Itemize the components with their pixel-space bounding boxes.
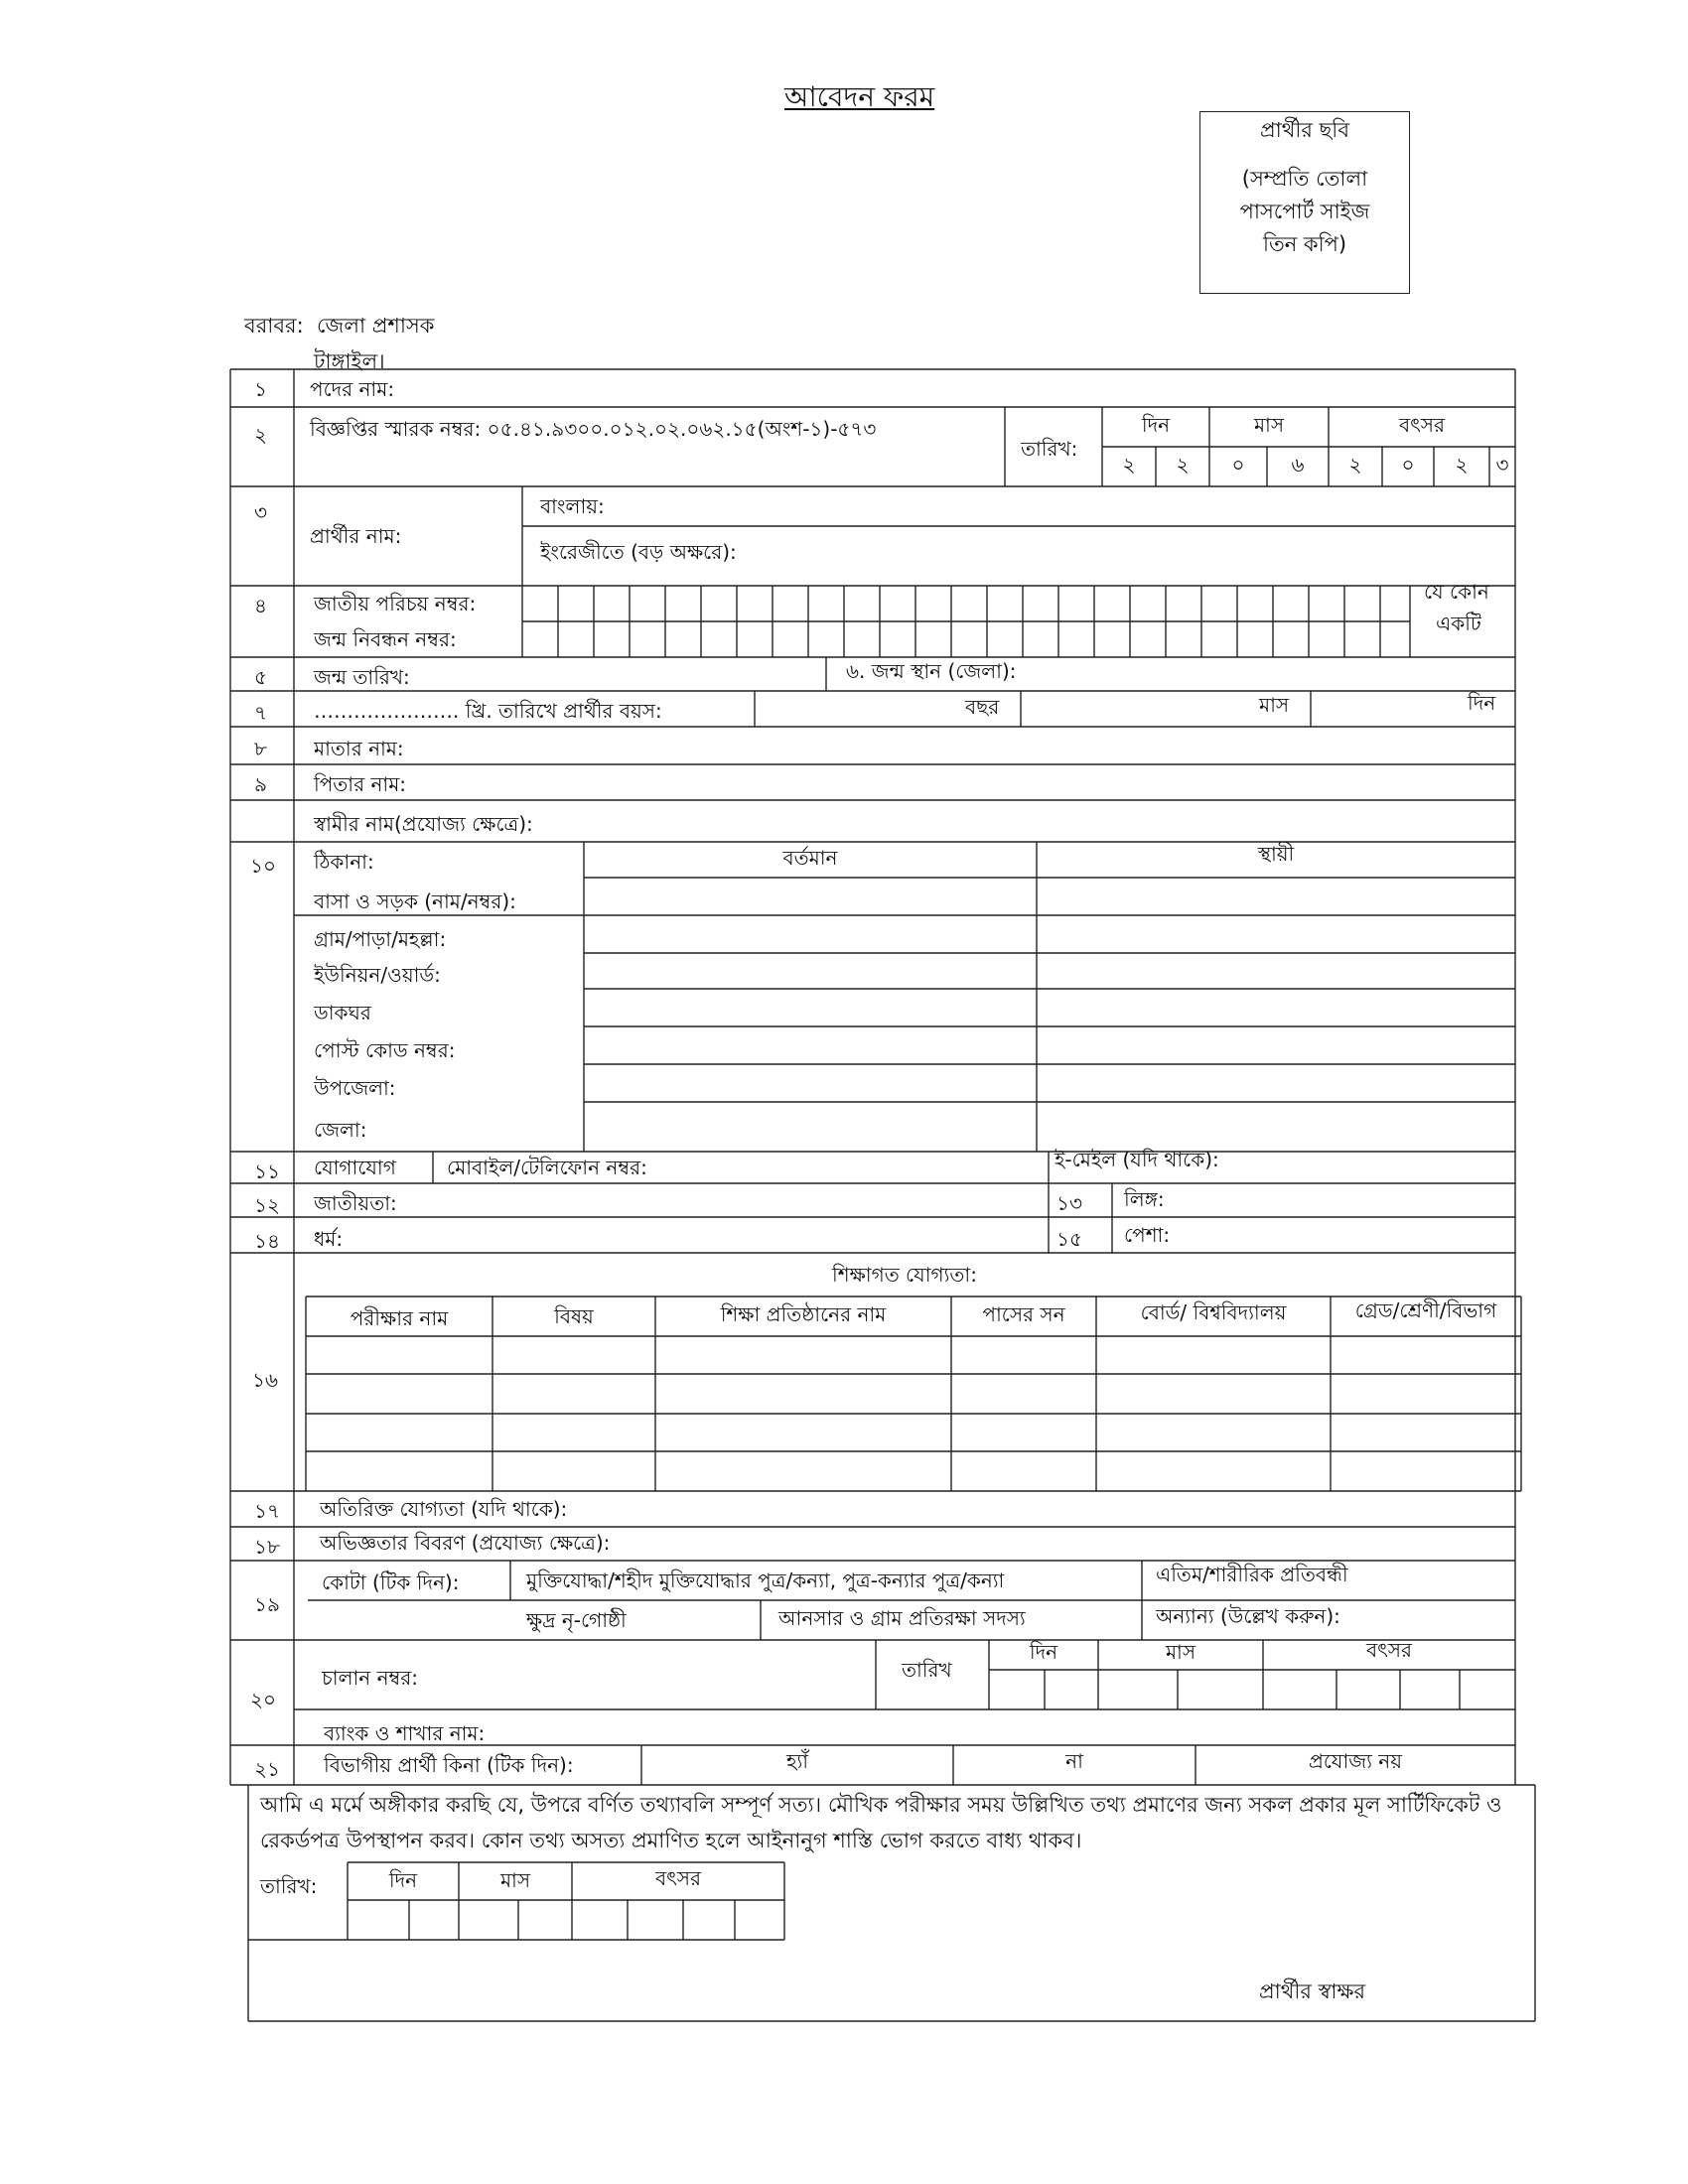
- address-field-label: গ্রাম/পাড়া/মহল্লা:: [314, 927, 447, 951]
- quota-label: কোটা (টিক দিন):: [322, 1570, 460, 1594]
- quota-freedom-fighter[interactable]: মুক্তিযোদ্ধা/শহীদ মুক্তিযোদ্ধার পুত্র/কন্যা, পুত্র-কন্যার পুত্র/কন্যা: [526, 1569, 1005, 1592]
- option-no[interactable]: না: [1065, 1749, 1083, 1773]
- any-one-note: একটি: [1436, 612, 1481, 635]
- gender-label: লিঙ্গ:: [1124, 1187, 1165, 1211]
- recipient-name: জেলা প্রশাসক: [317, 314, 435, 338]
- father-name-label: পিতার নাম:: [314, 772, 407, 796]
- form-title: আবেদন ফরম: [784, 80, 935, 113]
- address-field-label: জেলা:: [314, 1118, 367, 1142]
- quota-orphan-disabled[interactable]: এতিম/শারীরিক প্রতিবন্ধী: [1156, 1563, 1348, 1586]
- month-header: মাস: [499, 1868, 531, 1892]
- occupation-label: পেশা:: [1124, 1223, 1171, 1247]
- age-label: …………………. খ্রি. তারিখে প্রার্থীর বয়স:: [314, 699, 662, 723]
- photo-box-title: প্রার্থীর ছবি: [1259, 118, 1350, 142]
- religion-label: ধর্ম:: [314, 1227, 344, 1251]
- education-header: বিষয়: [554, 1304, 594, 1328]
- date-digit: ০: [1231, 453, 1245, 477]
- husband-name-label: স্বামীর নাম(প্রযোজ্য ক্ষেত্রে):: [314, 812, 533, 836]
- address-field-label: বাসা ও সড়ক (নাম/নম্বর):: [314, 889, 516, 913]
- row-number: ৪: [254, 594, 267, 617]
- row-number: ১৭: [254, 1499, 280, 1523]
- signature-label: প্রার্থীর স্বাক্ষর: [1259, 1979, 1366, 2003]
- option-yes[interactable]: হ্যাঁ: [785, 1749, 809, 1773]
- row-number: ৮: [254, 737, 267, 760]
- option-not-applicable[interactable]: প্রযোজ্য নয়: [1308, 1749, 1403, 1773]
- education-header: পাসের সন: [982, 1302, 1065, 1326]
- age-day-label: দিন: [1468, 691, 1496, 715]
- memo-number-label: বিজ্ঞপ্তির স্মারক নম্বর: ০৫.৪১.৯৩০০.০১২.০২.০৬২.১৫(অংশ-১)-৫৭৩: [310, 417, 877, 441]
- year-header: বৎসর: [1365, 1638, 1413, 1662]
- phone-label: মোবাইল/টেলিফোন নম্বর:: [447, 1156, 647, 1179]
- row-number: ৫: [254, 665, 267, 689]
- row-number: ১৯: [254, 1592, 280, 1616]
- day-header: দিন: [1141, 413, 1171, 437]
- row-number: ১৬: [252, 1368, 278, 1392]
- row-number: ৩: [254, 500, 268, 524]
- nationality-label: জাতীয়তা:: [314, 1191, 397, 1215]
- row-number: ২০: [250, 1688, 277, 1711]
- date-digit: ৩: [1495, 453, 1509, 477]
- address-field-label: পোস্ট কোড নম্বর:: [314, 1038, 456, 1062]
- declaration-text: আমি এ মর্মে অঙ্গীকার করছি যে, উপরে বর্ণিত তথ্যাবলি সম্পূর্ণ সত্য। মৌখিক পরীক্ষার সময় উল্লিখিত তথ্য প্রমাণের জন্য সকল প্রকার মূল সার্টিফিকেট ও রেকর্ডপত্র উপস্থাপন করব। কোন তথ্য অসত্য প্রমাণিত হলে আইনানুগ শাস্তি ভোগ করতে বাধ্য থাকব।: [260, 1793, 1502, 1852]
- candidate-name-label: প্রার্থীর নাম:: [310, 524, 402, 548]
- post-name-label: পদের নাম:: [310, 377, 395, 401]
- date-digit: ২: [1455, 453, 1469, 477]
- month-header: মাস: [1165, 1640, 1196, 1664]
- email-label: ই-মেইল (যদি থাকে):: [1055, 1148, 1219, 1171]
- recipient-to: বরাবর: জেলা প্রশাসক: [244, 314, 435, 338]
- date-digit: ২: [1122, 453, 1136, 477]
- any-one-note: যে কোন: [1424, 580, 1489, 604]
- memo-date-label: তারিখ:: [1021, 437, 1078, 461]
- age-year-label: বছর: [965, 695, 1000, 719]
- address-label: ঠিকানা:: [314, 850, 374, 874]
- year-header: বৎসর: [1398, 413, 1446, 437]
- row-number: ১৪: [254, 1229, 280, 1253]
- address-field-label: ইউনিয়ন/ওয়ার্ড:: [314, 963, 441, 987]
- mother-name-label: মাতার নাম:: [314, 737, 404, 760]
- nid-label: জাতীয় পরিচয় নম্বর:: [314, 592, 477, 615]
- permanent-address-header: স্থায়ী: [1257, 842, 1295, 866]
- education-header: শিক্ষা প্রতিষ্ঠানের নাম: [720, 1302, 887, 1326]
- row-number: ১২: [254, 1193, 280, 1217]
- photo-box-note: তিন কপি): [1262, 232, 1347, 256]
- row-number: ৭: [254, 701, 268, 725]
- challan-date-label: তারিখ: [902, 1658, 952, 1682]
- date-digit: ৬: [1291, 453, 1305, 477]
- photo-box-note: পাসপোর্ট সাইজ: [1239, 200, 1370, 223]
- challan-number-label: চালান নম্বর:: [322, 1666, 419, 1690]
- age-month-label: মাস: [1259, 693, 1290, 717]
- present-address-header: বর্তমান: [782, 846, 838, 870]
- row-number: ১৩: [1056, 1191, 1082, 1215]
- day-header: দিন: [1029, 1640, 1058, 1664]
- row-number: ২: [254, 423, 268, 447]
- row-number: ১০: [250, 854, 276, 878]
- birthplace-label: ৬. জন্ম স্থান (জেলা):: [846, 659, 1017, 683]
- date-digit: ২: [1176, 453, 1190, 477]
- experience-label: অভিজ্ঞতার বিবরণ (প্রযোজ্য ক্ষেত্রে):: [320, 1531, 611, 1555]
- education-title: শিক্ষাগত যোগ্যতা:: [832, 1263, 977, 1287]
- birth-reg-label: জন্ম নিবন্ধন নম্বর:: [314, 627, 457, 651]
- day-header: দিন: [388, 1868, 418, 1892]
- quota-others[interactable]: অন্যান্য (উল্লেখ করুন):: [1156, 1604, 1340, 1628]
- row-number: ১১: [254, 1160, 280, 1183]
- month-header: মাস: [1253, 413, 1285, 437]
- contact-label: যোগাযোগ: [314, 1156, 396, 1179]
- address-field-label: উপজেলা:: [314, 1076, 396, 1100]
- quota-ansar-vdp[interactable]: আনসার ও গ্রাম প্রতিরক্ষা সদস্য: [778, 1606, 1026, 1630]
- row-number: ৯: [254, 772, 267, 796]
- year-header: বৎসর: [654, 1866, 702, 1890]
- name-english-label: ইংরেজীতে (বড় অক্ষরে):: [540, 540, 737, 564]
- quota-ethnic-minority[interactable]: ক্ষুদ্র নৃ-গোষ্ঠী: [526, 1608, 627, 1632]
- date-digit: ২: [1348, 453, 1362, 477]
- date-digit: ০: [1401, 453, 1415, 477]
- photo-box-note: (সম্প্রতি তোলা: [1241, 167, 1368, 191]
- row-number: ২১: [254, 1757, 280, 1781]
- bank-branch-label: ব্যাংক ও শাখার নাম:: [324, 1721, 486, 1745]
- education-header: পরীক্ষার নাম: [350, 1306, 449, 1330]
- birth-date-label: জন্ম তারিখ:: [314, 665, 410, 689]
- additional-qualification-label: অতিরিক্ত যোগ্যতা (যদি থাকে):: [320, 1497, 568, 1521]
- row-number: ১: [254, 377, 267, 401]
- education-header: বোর্ড/ বিশ্ববিদ্যালয়: [1140, 1300, 1287, 1324]
- recipient-place: টাঙ্গাইল।: [314, 349, 385, 373]
- footer-date-label: তারিখ:: [260, 1874, 318, 1898]
- row-number: ১৫: [1056, 1227, 1082, 1251]
- address-field-label: ডাকঘর: [314, 1001, 371, 1024]
- departmental-candidate-label: বিভাগীয় প্রার্থী কিনা (টিক দিন):: [324, 1753, 574, 1777]
- name-bangla-label: বাংলায়:: [540, 494, 605, 518]
- row-number: ১৮: [254, 1535, 280, 1559]
- education-header: গ্রেড/শ্রেণী/বিভাগ: [1354, 1298, 1497, 1322]
